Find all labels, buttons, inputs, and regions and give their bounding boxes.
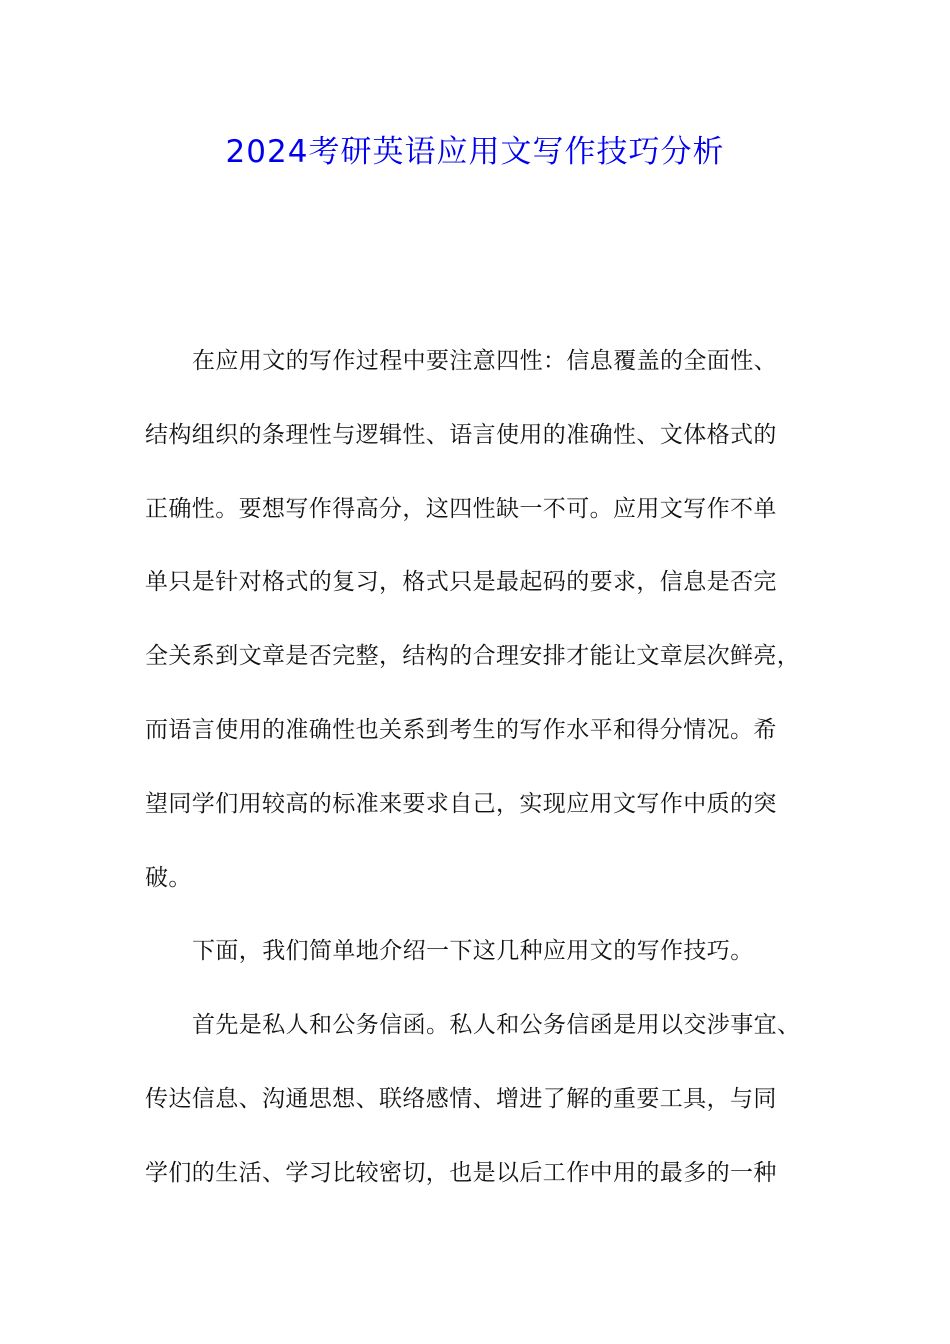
paragraph-1-line-4: 单只是针对格式的复习，格式只是最起码的要求，信息是否完 [145, 569, 777, 596]
paragraph-2-line-1: 下面，我们简单地介绍一下这几种应用文的写作技巧。 [192, 938, 754, 965]
paragraph-1-line-1: 在应用文的写作过程中要注意四性：信息覆盖的全面性、 [192, 348, 777, 374]
paragraph-1-line-8: 破。 [145, 864, 192, 891]
paragraph-3-line-1: 首先是私人和公务信函。私人和公务信函是用以交涉事宜、 [192, 1012, 801, 1039]
paragraph-1-line-6: 而语言使用的准确性也关系到考生的写作水平和得分情况。希 [145, 716, 777, 743]
paragraph-3-line-3: 学们的生活、学习比较密切，也是以后工作中用的最多的一种 [145, 1159, 777, 1186]
paragraph-1-line-2: 结构组织的条理性与逻辑性、语言使用的准确性、文体格式的 [145, 421, 777, 448]
document-title: 2024考研英语应用文写作技巧分析 [225, 134, 725, 170]
paragraph-3-line-2: 传达信息、沟通思想、联络感情、增进了解的重要工具，与同 [145, 1085, 777, 1112]
paragraph-1-line-7: 望同学们用较高的标准来要求自己，实现应用文写作中质的突 [145, 790, 777, 817]
paragraph-1-line-5: 全关系到文章是否完整，结构的合理安排才能让文章层次鲜亮， [145, 643, 801, 670]
document-body [145, 343, 815, 1229]
paragraph-1-line-3: 正确性。要想写作得高分，这四性缺一不可。应用文写作不单 [145, 495, 777, 522]
